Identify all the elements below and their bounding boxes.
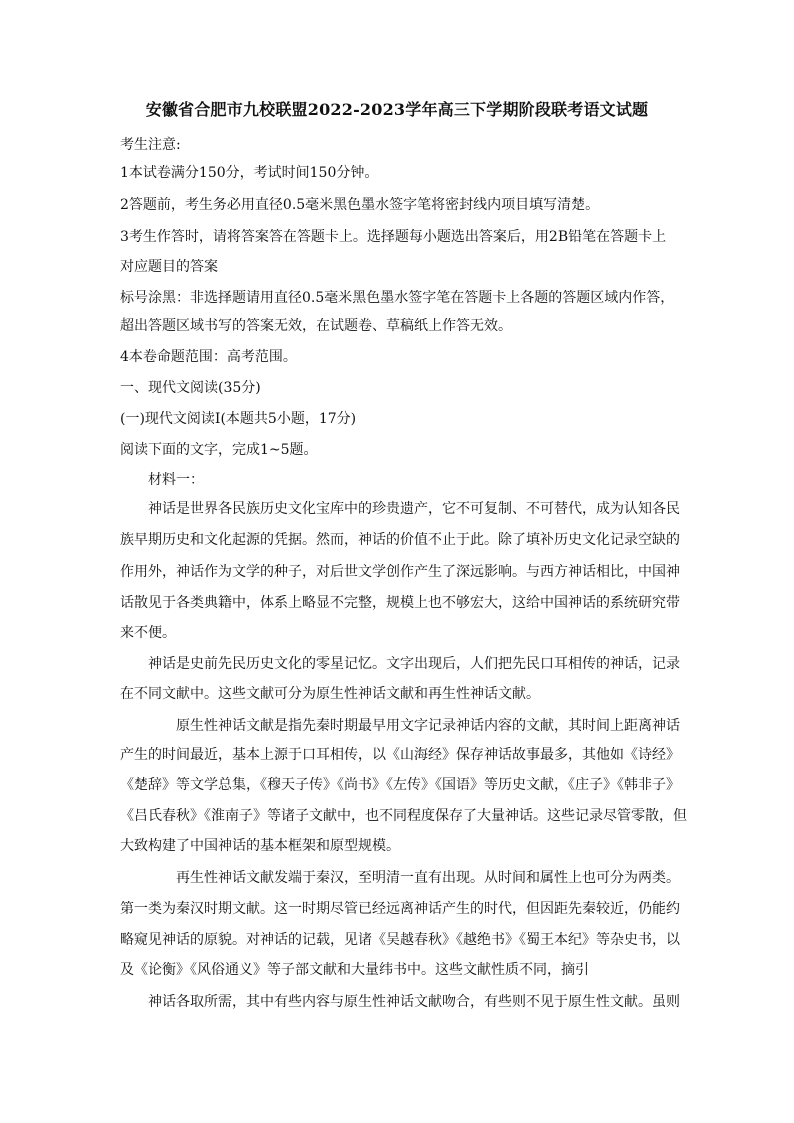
notice-line: 1本试卷满分150分，考试时间150分钟。 [120,165,379,181]
section-heading: 一、现代文阅读(35分) [120,380,261,396]
material-heading: 材料一： [148,472,204,488]
paragraph-line: 产生的时间最近，基本上源于口耳相传，以《山海经》保存神话故事最多，其他如《诗经》 [120,747,680,763]
instruction-line: 阅读下面的文字，完成1~5题。 [120,442,318,458]
paragraph-line: 《楚辞》等文学总集，《穆天子传》《尚书》《左传》《国语》等历史文献，《庄子》《韩非子》 [120,777,680,793]
paragraph-line: 神话是世界各民族历史文化宝库中的珍贵遗产，它不可复制、不可替代，成为认知各民 [148,501,680,517]
notice-line: 3考生作答时，请将答案答在答题卡上。选择题每小题选出答案后，用2B铅笔在答题卡上 [120,229,667,245]
paragraph-line: 原生性神话文献是指先秦时期最早用文字记录神话内容的文献，其时间上距离神话 [176,718,680,734]
paragraph-line: 族早期历史和文化起源的凭据。然而，神话的价值不止于此。除了填补历史文化记录空缺的 [120,532,680,548]
paragraph-line: 在不同文献中。这些文献可分为原生性神话文献和再生性神话文献。 [120,686,540,702]
paragraph-line: 《吕氏春秋》《淮南子》等诸子文献中，也不同程度保存了大量神话。这些记录尽管零散，但 [120,808,687,824]
notice-line: 超出答题区域书写的答案无效，在试题卷、草稿纸上作答无效。 [120,318,512,334]
notice-line: 对应题目的答案 [120,259,218,275]
paragraph-line: 第一类为秦汉时期文献。这一时期尽管已经远离神话产生的时代，但因距先秦较近，仍能约 [120,901,680,917]
paragraph-line: 大致构建了中国神话的基本框架和原型规模。 [120,838,400,854]
subsection-heading: (一)现代文阅读I(本题共5小题，17分) [120,411,357,427]
notice-line: 4本卷命题范围：高考范围。 [120,349,297,365]
paragraph-line: 略窥见神话的原貌。对神话的记载，见诸《吴越春秋》《越绝书》《蜀王本纪》等杂史书，以 [120,932,680,948]
notice-line: 标号涂黑：非选择题请用直径0.5毫米黑色墨水签字笔在答题卡上各题的答题区域内作答， [120,290,675,306]
paragraph-line: 来不便。 [120,625,176,641]
paragraph-line: 及《论衡》《风俗通义》等子部文献和大量纬书中。这些文献性质不同，摘引 [120,962,589,978]
page-title: 安徽省合肥市九校联盟2022-2023学年高三下学期阶段联考语文试题 [145,100,649,119]
notice-heading: 考生注意: [120,137,181,153]
paragraph-line: 神话各取所需，其中有些内容与原生性神话文献吻合，有些则不见于原生性文献。虽则 [148,994,680,1010]
notice-line: 2答题前，考生务必用直径0.5毫米黑色墨水签字笔将密封线内项目填写清楚。 [120,197,600,213]
paragraph-line: 再生性神话文献发端于秦汉，至明清一直有出现。从时间和属性上也可分为两类。 [176,870,680,886]
paragraph-line: 话散见于各类典籍中，体系上略显不完整，规模上也不够宏大，这给中国神话的系统研究带 [120,595,680,611]
paragraph-line: 神话是史前先民历史文化的零星记忆。文字出现后，人们把先民口耳相传的神话，记录 [148,656,680,672]
paragraph-line: 作用外，神话作为文学的种子，对后世文学创作产生了深远影响。与西方神话相比，中国神 [120,564,680,580]
